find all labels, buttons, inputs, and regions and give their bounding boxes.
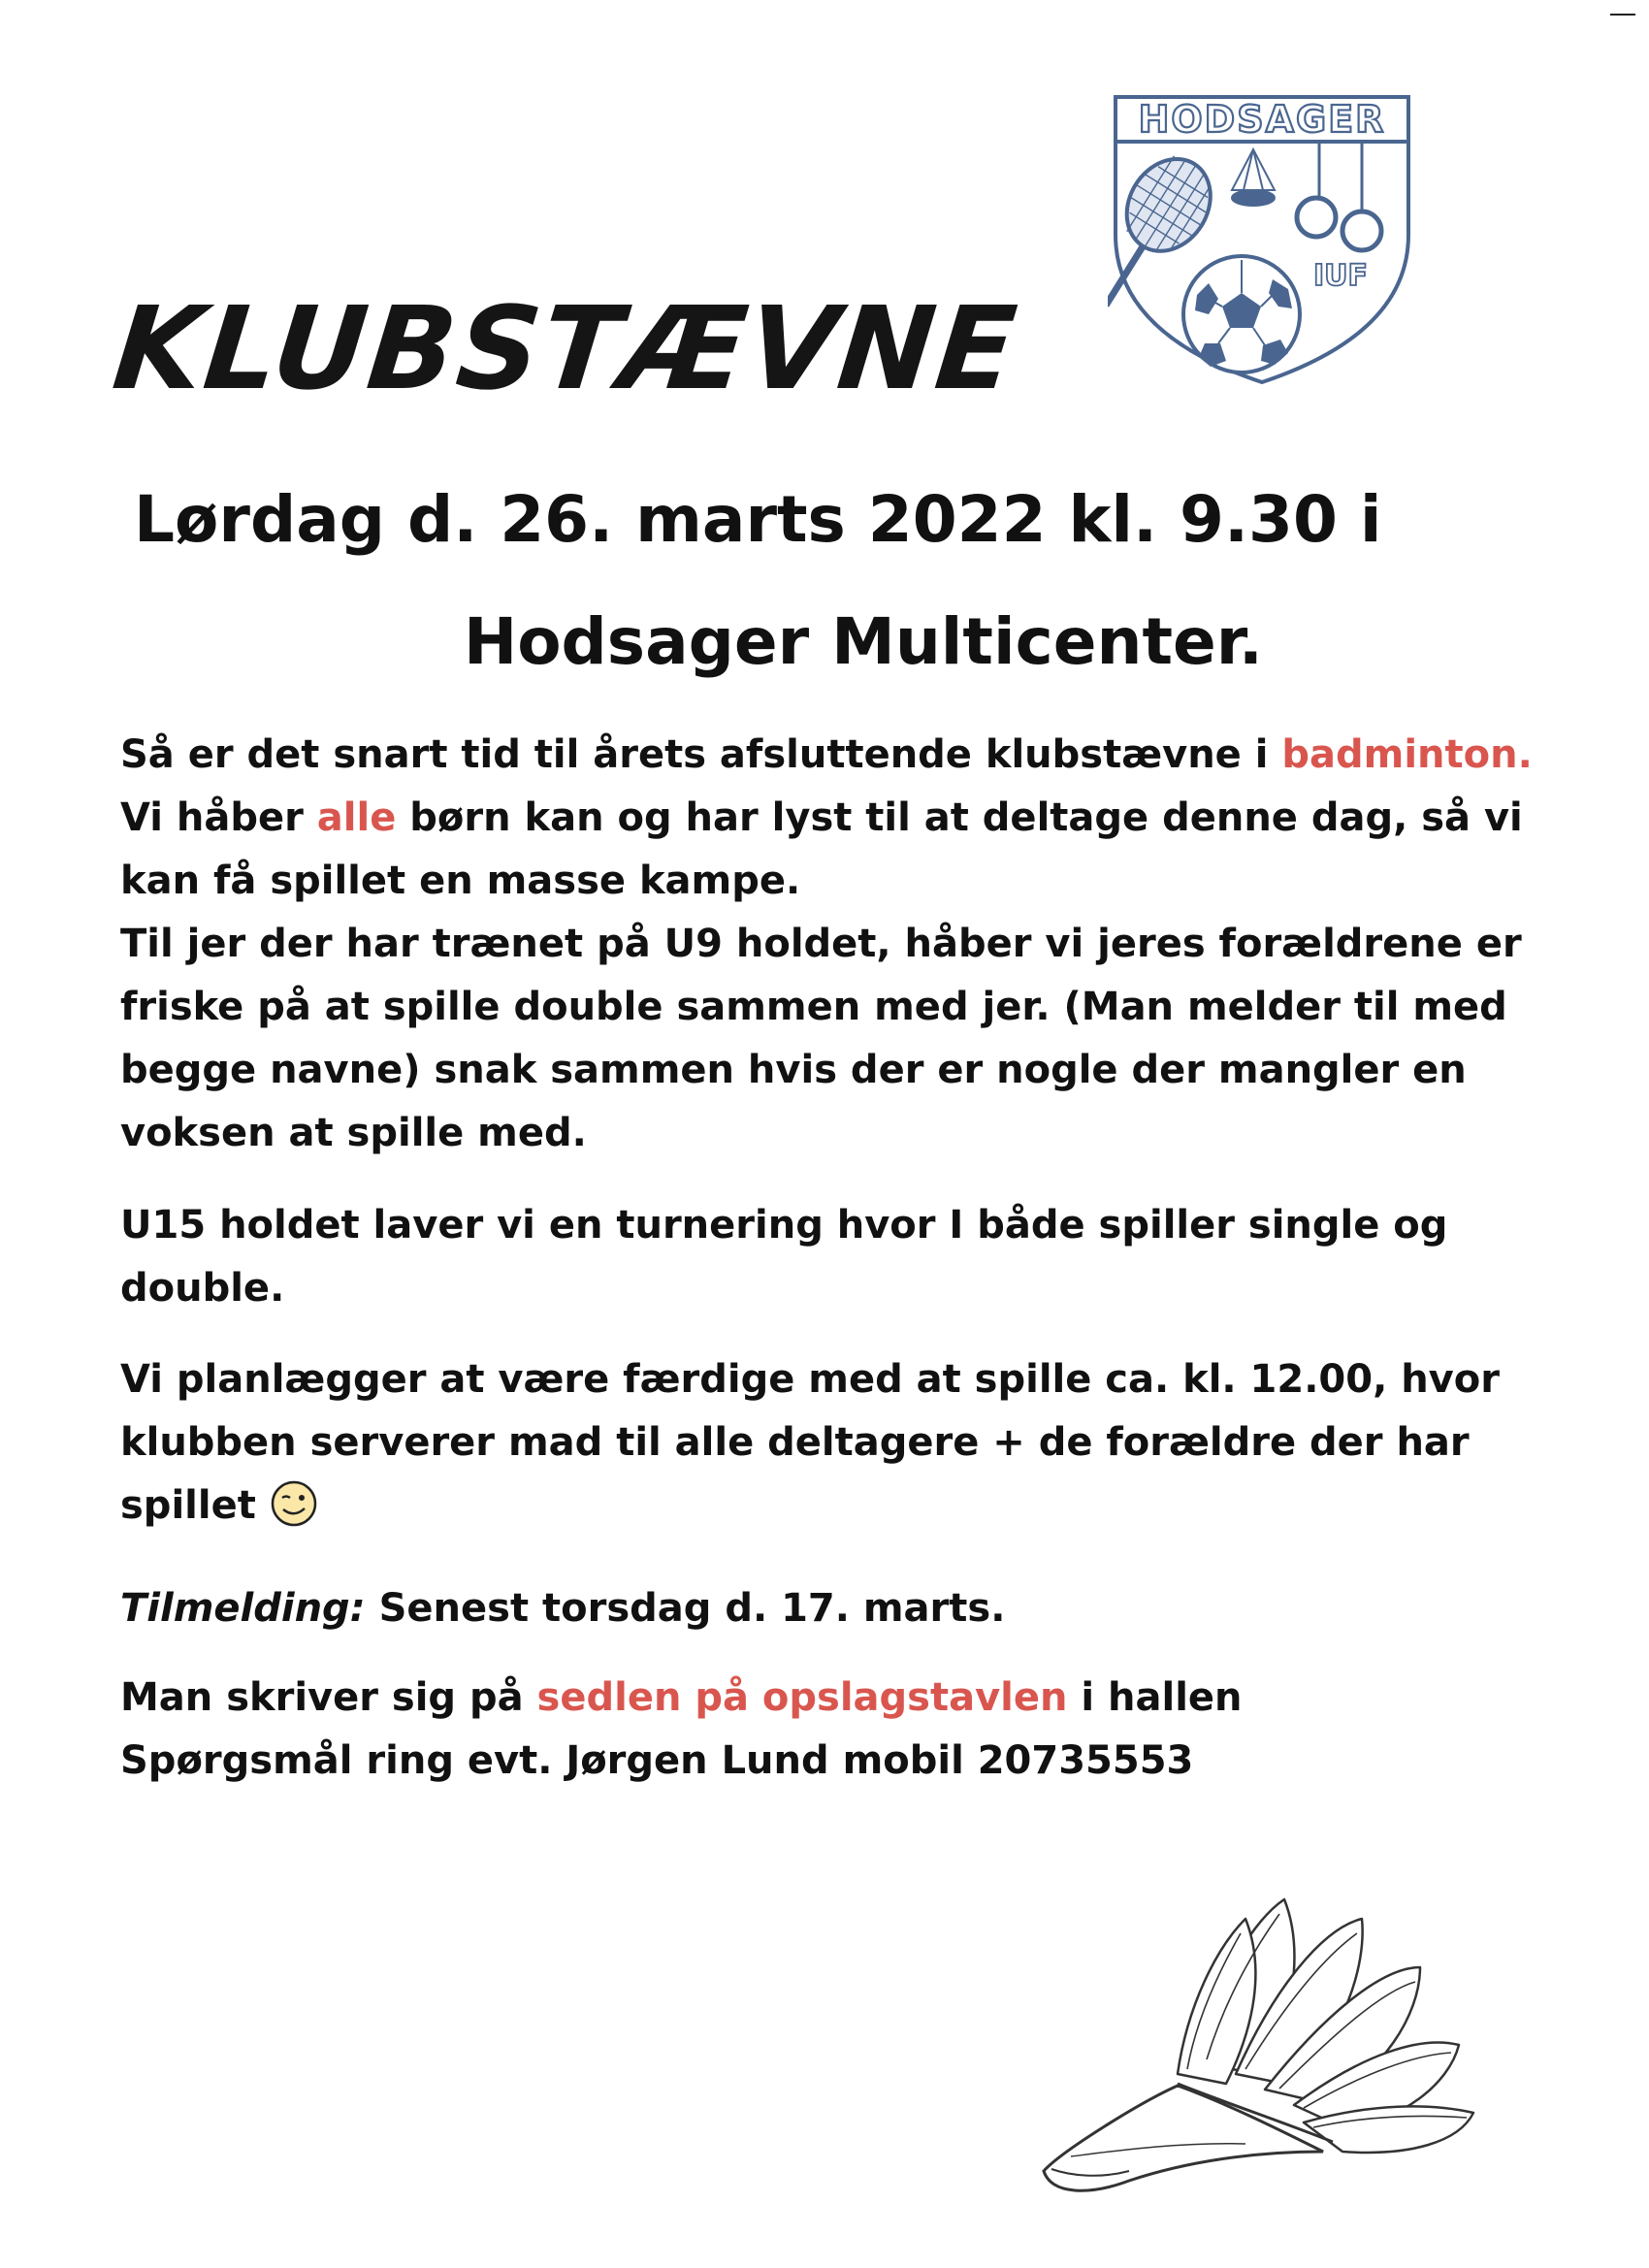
intro-line-2 <box>120 787 1546 850</box>
schedule-line-3-text: spillet <box>120 1483 256 1528</box>
u15-line-2: double. <box>120 1266 285 1311</box>
logo-bottom-text: IUF <box>1312 259 1369 293</box>
u15-line-1: U15 holdet laver vi en turnering hvor I både spiller single og <box>120 1203 1448 1247</box>
hodsager-iuf-logo <box>1108 89 1416 390</box>
event-date: Lørdag d. 26. marts 2022 kl. 9.30 i <box>134 482 1382 557</box>
highlight-noticeboard: sedlen på opslagstavlen <box>536 1675 1068 1720</box>
page-title: KLUBSTÆVNE <box>107 281 1024 415</box>
contact-line: Spørgsmål ring evt. Jørgen Lund mobil 20735553 <box>120 1738 1194 1783</box>
intro-line-3: kan få spillet en masse kampe. <box>120 859 801 903</box>
schedule-line-1: Vi planlægger at være færdige med at spille ca. kl. 12.00, hvor <box>120 1357 1500 1402</box>
schedule-paragraph <box>120 1348 1546 1538</box>
u15-paragraph <box>120 1194 1546 1320</box>
registration-label: Tilmelding: <box>120 1586 366 1631</box>
schedule-line-2: klubben serverer mad til alle deltagere + de forældre der har <box>120 1420 1470 1465</box>
logo-top-text: HODSAGER <box>1138 98 1386 141</box>
intro-paragraph <box>120 724 1546 1165</box>
highlight-alle: alle <box>316 795 397 840</box>
intro-line-2-text-b: børn kan og har lyst til at deltage denne dag, så vi <box>396 795 1523 840</box>
registration-deadline: Senest torsdag d. 17. marts. <box>365 1586 1006 1631</box>
registration-line <box>120 1577 1546 1640</box>
intro-line-6: begge navne) snak sammen hvis der er nogle der mangler en <box>120 1048 1467 1092</box>
signup-line-text-b: i hallen <box>1067 1675 1243 1720</box>
highlight-badminton: badminton. <box>1281 732 1533 777</box>
signup-line <box>120 1667 1546 1730</box>
schedule-line-3 <box>120 1474 1546 1538</box>
intro-line-2-text-a: Vi håber <box>120 795 317 840</box>
signup-line-text-a: Man skriver sig på <box>120 1675 537 1720</box>
wink-smiley-icon <box>270 1479 318 1528</box>
intro-line-1 <box>120 724 1546 787</box>
intro-line-7: voksen at spille med. <box>120 1111 587 1155</box>
event-venue: Hodsager Multicenter. <box>463 604 1264 679</box>
page-edge-mark <box>1610 14 1635 16</box>
contact-paragraph <box>120 1667 1546 1793</box>
intro-line-5: friske på at spille double sammen med jer. (Man melder til med <box>120 985 1507 1029</box>
intro-line-1-text: Så er det snart tid til årets afsluttende klubstævne i <box>120 732 1282 777</box>
shuttlecock-illustration <box>1032 1861 1488 2200</box>
intro-line-4: Til jer der har trænet på U9 holdet, håber vi jeres forældrene er <box>120 922 1522 966</box>
football-icon <box>1183 256 1300 373</box>
